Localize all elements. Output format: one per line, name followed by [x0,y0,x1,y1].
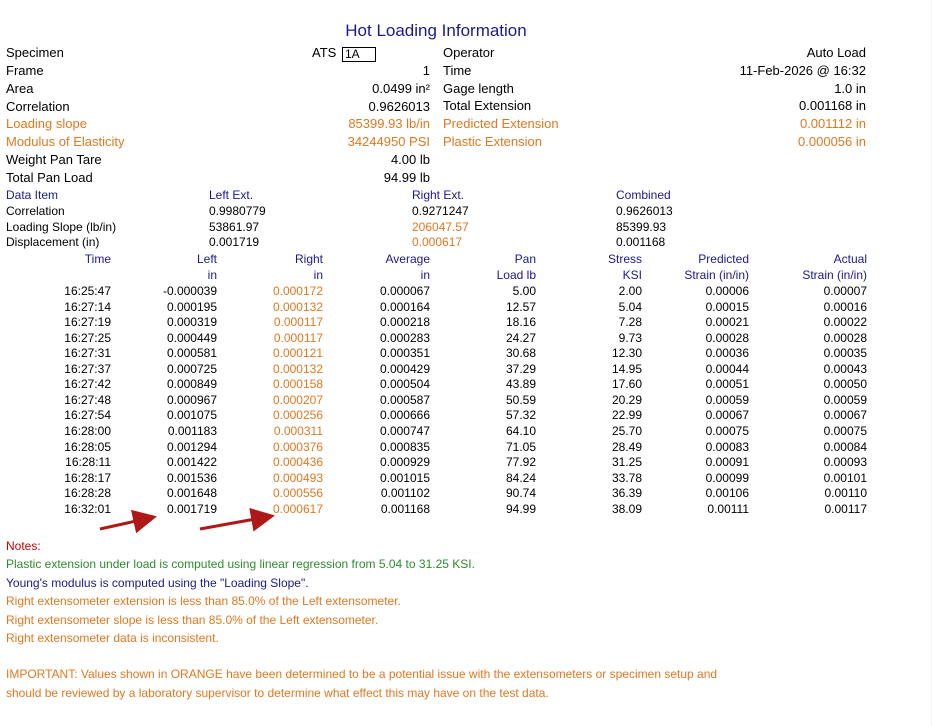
info-label: Predicted Extension [443,116,559,132]
table-cell: 0.00051 [705,377,749,392]
table-cell: 20.29 [611,392,642,407]
table-cell: 0.000351 [379,346,430,361]
table-cell: 64.10 [505,423,536,438]
table-cell: 12.30 [611,346,642,361]
important-line: should be reviewed by a laboratory supervisor to determine what effect this may have on the test data. [6,685,549,700]
table-cell: 38.09 [611,501,642,516]
summary-item: Displacement (in) [6,235,100,250]
notes-heading: Notes: [6,539,41,553]
table-cell: 43.89 [505,377,536,392]
table-cell: 0.000725 [166,361,217,376]
table-cell: 0.000429 [379,361,430,376]
table-cell: 0.000283 [379,330,430,345]
table-cell: 0.000581 [166,346,217,361]
note-line: Young's modulus is computed using the "Loading Slope". [6,575,309,590]
info-label: Correlation [6,98,70,114]
table-cell: 0.001015 [379,470,430,485]
info-value: 85399.93 lb/in [348,116,430,132]
table-cell: 0.00007 [823,284,867,298]
table-header-unit: Strain (in/in) [802,268,867,282]
table-cell: 0.001719 [166,501,217,516]
table-cell: 0.00084 [823,439,867,454]
info-label: Total Pan Load [6,169,93,185]
table-cell: 9.73 [618,330,642,345]
info-value: Auto Load [806,45,866,60]
table-header-unit: in [207,268,217,282]
table-header: Pan [514,252,536,266]
table-cell: 0.000158 [272,377,323,392]
info-label: Gage length [443,80,514,96]
table-cell: 50.59 [505,392,536,407]
table-cell: 0.000256 [272,408,323,423]
arrows-overlay [96,505,296,535]
table-cell: 0.000493 [272,470,323,485]
info-value: 0.001168 in [799,98,866,114]
info-label: Modulus of Elasticity [6,134,125,150]
table-cell: 0.000376 [272,439,323,454]
note-line: Right extensometer slope is less than 85.0% of the Left extensometer. [6,612,379,627]
table-cell: 16:27:31 [64,346,111,361]
info-value: 0.9626013 [368,98,430,114]
table-cell: 0.00043 [823,361,867,376]
table-cell: 0.00099 [705,470,749,485]
summary-combined: 0.9626013 [616,204,673,218]
table-cell: 0.001536 [166,470,217,485]
table-cell: 0.000067 [379,284,430,298]
summary-item: Correlation [6,204,65,218]
table-header: Right [294,252,323,266]
table-cell: 16:27:54 [64,408,111,423]
table-cell: 16:27:37 [64,361,111,376]
summary-header: Combined [616,188,671,202]
table-cell: 0.00035 [823,346,867,361]
table-cell: 16:28:11 [65,455,111,470]
specimen-prefix: ATS [312,45,337,60]
table-cell: 0.000121 [272,346,323,361]
table-cell: 31.25 [611,455,642,470]
table-cell: 0.000617 [272,501,323,516]
summary-left: 0.9980779 [209,204,266,218]
summary-right: 0.9271247 [412,204,469,218]
table-cell: 7.28 [618,315,642,330]
info-value: 94.99 lb [383,169,430,185]
summary-combined: 85399.93 [616,219,667,234]
table-cell: 0.00028 [705,330,749,345]
arrow-right [200,516,272,529]
table-cell: 0.000117 [273,330,323,345]
table-header: Time [84,252,111,266]
table-cell: 0.00059 [823,392,867,407]
table-cell: 0.000929 [379,455,430,470]
table-cell: 33.78 [611,470,642,485]
info-value: 0.000056 in [798,134,866,149]
table-cell: 16:27:48 [64,392,111,407]
table-cell: 0.00021 [705,315,749,330]
table-cell: 0.00110 [824,486,867,501]
table-cell: 0.000666 [379,408,430,423]
table-cell: 0.000556 [272,486,323,501]
table-cell: 24.27 [505,330,536,345]
table-cell: 5.00 [512,284,536,298]
table-header-unit: in [420,268,430,282]
table-cell: 0.000835 [379,439,430,454]
table-cell: 0.00091 [705,455,749,470]
table-cell: 0.000449 [166,330,217,345]
info-value: 1.0 in [834,80,866,96]
table-cell: 0.001422 [166,455,217,470]
note-line: Right extensometer extension is less than 85.0% of the Left extensometer. [6,594,401,608]
table-cell: 0.00015 [705,299,749,314]
table-cell: 0.00050 [823,377,867,392]
info-value: 11-Feb-2026 @ 16:32 [739,62,866,78]
table-cell: 22.99 [611,408,642,423]
table-cell: 77.92 [505,455,536,470]
info-label: Area [6,80,34,96]
table-cell: 25.70 [611,423,642,438]
table-header-unit: Load lb [496,268,536,282]
info-label: Time [443,62,472,78]
table-cell: 94.99 [505,501,536,516]
table-cell: 0.000172 [272,284,323,298]
info-label: Operator [443,45,495,60]
summary-combined: 0.001168 [616,235,666,250]
table-cell: 0.00016 [823,299,867,314]
table-cell: 0.000849 [166,377,217,392]
specimen-id-box [342,45,376,63]
table-cell: 57.32 [505,408,536,423]
note-line: Plastic extension under load is computed using linear regression from 5.04 to 31.25 KSI. [6,557,475,571]
table-cell: 0.00093 [823,455,867,470]
table-cell: 0.00022 [823,315,867,330]
table-cell: 0.00111 [707,501,749,516]
table-cell: 0.000587 [379,392,430,407]
table-cell: 16:27:14 [64,299,111,314]
table-cell: 0.000747 [379,423,430,438]
table-cell: 0.00044 [705,361,749,376]
table-cell: 16:27:25 [64,330,111,345]
table-cell: 0.001102 [380,486,430,501]
table-cell: 0.00028 [823,330,867,345]
specimen-label: Specimen [6,45,64,60]
info-label: Weight Pan Tare [6,152,102,167]
table-cell: 0.000117 [273,315,323,330]
table-cell: 0.000319 [166,315,217,330]
table-cell: 0.000218 [379,315,430,330]
table-cell: 0.00059 [705,392,749,407]
table-cell: 0.000164 [379,299,430,314]
summary-left: 0.001719 [209,235,260,250]
table-header-unit: in [313,268,323,282]
table-cell: 0.000132 [272,299,323,314]
table-cell: 0.000967 [166,392,217,407]
table-header: Average [385,252,430,266]
table-cell: 0.000504 [379,377,430,392]
table-cell: 30.68 [505,346,536,361]
summary-item: Loading Slope (lb/in) [6,219,117,234]
table-header-unit: Strain (in/in) [684,268,749,282]
table-cell: 0.00075 [705,423,749,438]
important-line: IMPORTANT: Values shown in ORANGE have been determined to be a potential issue with the extensometers or specimen setup and [6,667,718,681]
info-value: 0.001112 in [799,116,866,132]
table-header-unit: KSI [622,268,642,282]
table-cell: 12.57 [505,299,536,314]
table-cell: 16:25:47 [64,284,111,298]
table-cell: 16:28:28 [64,486,111,501]
table-cell: 0.00106 [705,486,749,501]
summary-header: Right Ext. [412,188,465,202]
table-cell: 16:32:01 [64,501,111,516]
table-cell: 16:28:17 [64,470,111,485]
summary-left: 53861.97 [209,219,260,234]
table-cell: 0.000207 [272,392,323,407]
table-cell: 0.000132 [272,361,323,376]
info-label: Loading slope [6,116,87,132]
arrow-left [100,517,154,529]
table-cell: 0.00083 [705,439,749,454]
table-cell: 84.24 [505,470,536,485]
table-cell: 16:28:05 [64,439,111,454]
table-cell: 14.95 [611,361,642,376]
info-value: 1 [422,63,430,78]
table-cell: 0.000311 [273,423,323,438]
info-value: 4.00 lb [390,152,430,167]
table-cell: 0.001075 [166,408,217,423]
table-cell: 5.04 [618,299,642,314]
table-header: Actual [833,252,867,266]
table-header: Predicted [698,252,749,266]
summary-right: 206047.57 [412,219,469,234]
page-title: Hot Loading Information [345,21,527,40]
table-cell: 0.00075 [823,423,867,438]
info-label: Total Extension [443,98,532,114]
summary-header: Left Ext. [209,188,254,202]
table-cell: 0.00036 [705,346,749,361]
specimen-id: 1A [342,47,376,62]
table-cell: 17.60 [611,377,642,392]
info-value: 0.0499 in² [372,80,430,96]
info-value: 34244950 PSI [347,134,430,150]
table-cell: 16:27:19 [64,315,111,330]
note-line: Right extensometer data is inconsistent. [6,631,219,645]
table-cell: 0.00117 [824,501,867,516]
table-cell: 28.49 [611,439,642,454]
info-label: Frame [6,63,44,78]
table-cell: 71.05 [505,439,536,454]
table-cell: 18.16 [505,315,536,330]
table-cell: 0.000436 [272,455,323,470]
table-header: Left [196,252,217,266]
table-cell: 36.39 [611,486,642,501]
table-cell: 2.00 [618,284,642,298]
table-cell: 16:28:00 [64,423,111,438]
table-cell: 0.001183 [167,423,217,438]
table-cell: 0.001168 [380,501,430,516]
table-cell: 0.001294 [166,439,217,454]
table-cell: 90.74 [505,486,536,501]
table-cell: 0.000195 [166,299,217,314]
summary-header: Data Item [6,188,59,202]
table-cell: 0.001648 [166,486,217,501]
table-cell: 0.00101 [823,470,867,485]
summary-right: 0.000617 [412,235,463,250]
table-cell: 0.00067 [705,408,749,423]
table-cell: 0.00067 [823,408,867,423]
table-cell: 16:27:42 [64,377,111,392]
table-cell: 0.00006 [705,284,749,298]
info-label: Plastic Extension [443,134,542,149]
table-cell: 37.29 [505,361,536,376]
table-header: Stress [607,252,642,266]
table-cell: -0.000039 [162,284,217,298]
